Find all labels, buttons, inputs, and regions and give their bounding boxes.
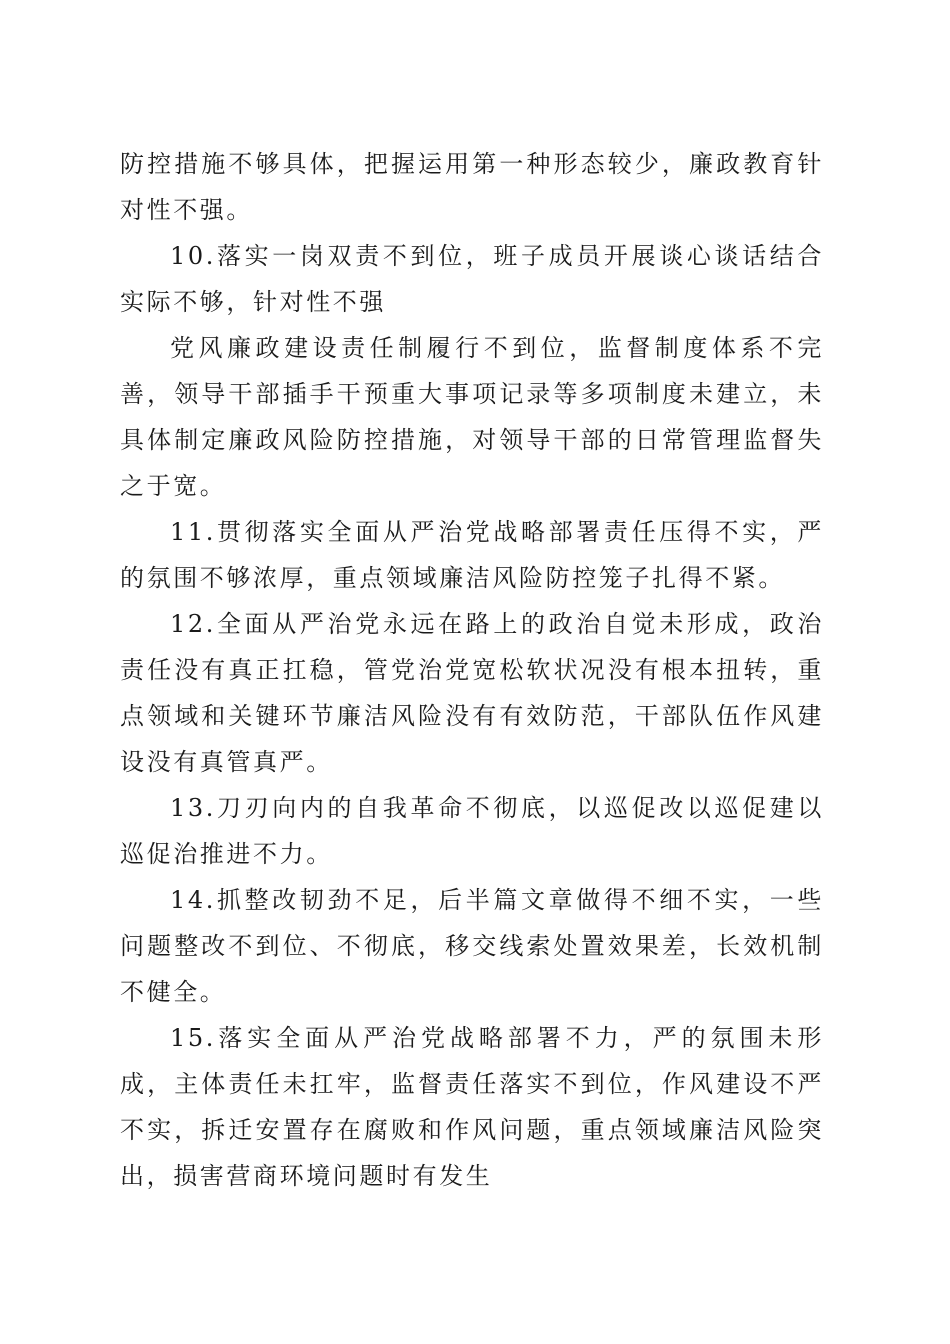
paragraph-item-10: 10.落实一岗双责不到位，班子成员开展谈心谈话结合实际不够，针对性不强 <box>120 242 824 316</box>
paragraph-item-15: 15.落实全面从严治党战略部署不力，严的氛围未形成，主体责任未扛牢，监督责任落实不到位，作风建设不严不实，拆迁安置存在腐败和作风问题，重点领域廉洁风险突出，损害营商环境问题时有发生 <box>120 1024 824 1190</box>
paragraph-item-13: 13.刀刃向内的自我革命不彻底，以巡促改以巡促建以巡促治推进不力。 <box>120 794 824 868</box>
paragraph-item-12: 12.全面从严治党永远在路上的政治自觉未形成，政治责任没有真正扛稳，管党治党宽松软状况没有根本扭转，重点领域和关键环节廉洁风险没有有效防范，干部队伍作风建设没有真管真严。 <box>120 610 824 776</box>
document-body <box>120 141 824 1199</box>
paragraph-item-14: 14.抓整改韧劲不足，后半篇文章做得不细不实，一些问题整改不到位、不彻底，移交线索处置效果差，长效机制不健全。 <box>120 886 824 1006</box>
paragraph-continuation: 防控措施不够具体，把握运用第一种形态较少，廉政教育针对性不强。 <box>120 150 824 224</box>
paragraph-item-10-detail: 党风廉政建设责任制履行不到位，监督制度体系不完善，领导干部插手干预重大事项记录等多项制度未建立，未具体制定廉政风险防控措施，对领导干部的日常管理监督失之于宽。 <box>120 334 824 500</box>
paragraph-item-11: 11.贯彻落实全面从严治党战略部署责任压得不实，严的氛围不够浓厚，重点领域廉洁风险防控笼子扎得不紧。 <box>120 518 824 592</box>
